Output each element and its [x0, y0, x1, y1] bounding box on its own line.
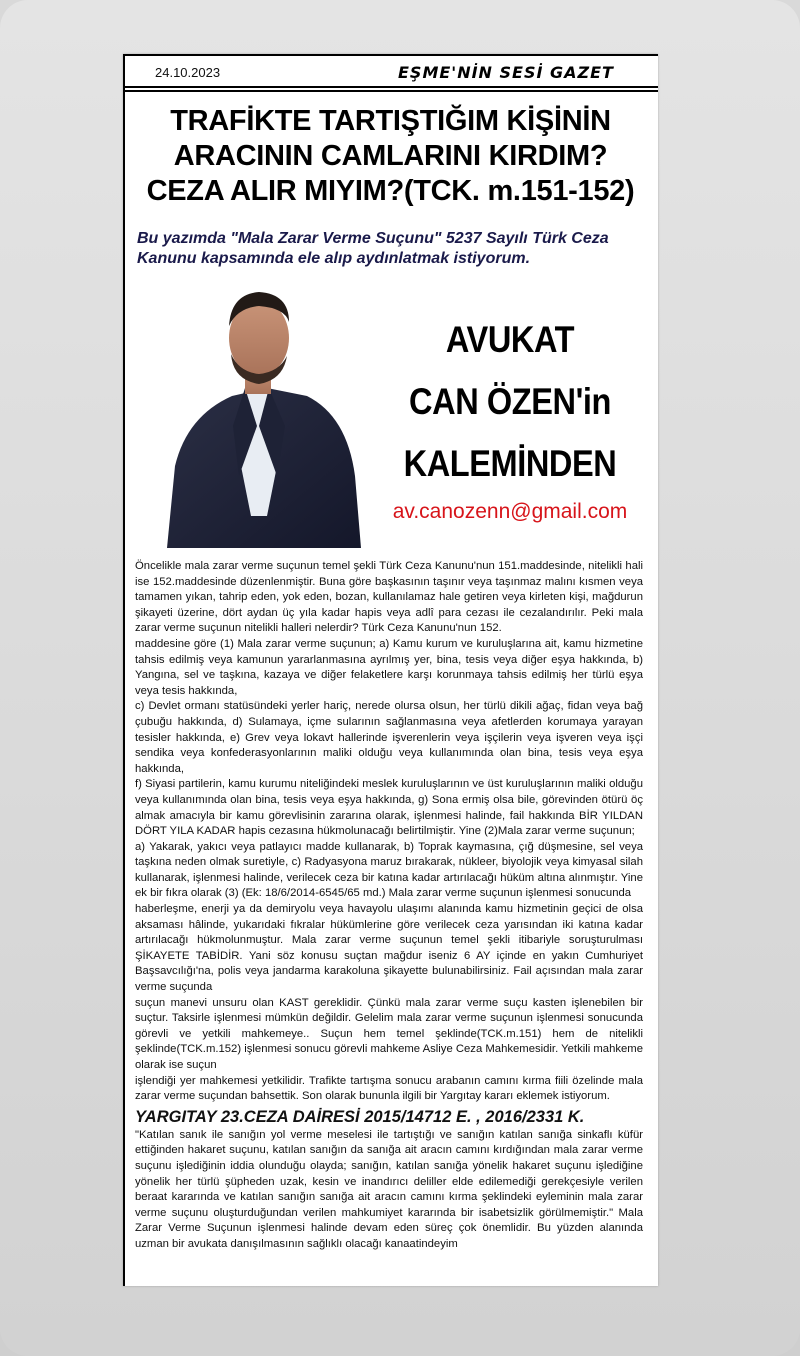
- masthead-divider: [123, 90, 658, 92]
- article-headline: [123, 104, 658, 209]
- author-photo: [147, 276, 367, 548]
- article-subheading: Bu yazımda "Mala Zarar Verme Suçunu" 5237 Sayılı Türk Ceza Kanunu kapsamında ele alıp aydınlatmak istiyorum.: [137, 230, 609, 267]
- article-paragraph: haberleşme, enerji ya da demiryolu veya havayolu ulaşımı alanında kamu hizmetinin geçici de olsa aksaması hâlinde, yukarıdaki fıkralar hükümlerine göre verilecek ceza yarısından iki katına kadar artırılacağı hükmolunmuştur. Mala zarar verme suçunun temel şekli itibariyle soruşturulması ŞİKAYETE TABİDİR. Yani söz konusu suçtan mağdur iseniz 6 AY içinde en yakın Cumhuriyet Başsavcılığı'na, polis veya jandarma karakoluna şikayette bulunabilirsiniz. Fail açısından mala zarar verme suçunda: [135, 903, 643, 994]
- byline-line-1: AVUKAT: [445, 319, 575, 360]
- article-paragraph: maddesine göre (1) Mala zarar verme suçunun; a) Kamu kurum ve kuruluşlarına ait, kamu hizmetine tahsis edilmiş veya kamunun yararlanmasına ayrılmış yer, bina, tesis veya diğer eşya hakkında, b) Yangına, sel ve taşkına, kazaya ve diğer felaketlere karşı korunmaya tahsis edilmiş her türlü eşya veya tesis hakkında,: [135, 637, 643, 697]
- newspaper-name: EŞME'NİN SESİ GAZET: [398, 63, 614, 82]
- article-paragraph: Öncelikle mala zarar verme suçunun temel şekli Türk Ceza Kanunu'nun 151.maddesinde, nitelikli hali ise 152.maddesinde düzenlenmiştir. Buna göre başkasının taşınır veya taşınmaz malını kısmen veya tamamen yıkan, tahrip eden, yok eden, bozan, kullanılamaz hale getiren veya kirleten kişi, mağdurun şikayeti üzerine, dört aydan üç yıla kadar hapis veya adlî para cezası ile cezalandırılır. Peki mala zarar verme suçunun nitelikli halleri nelerdir? Türk Ceza Kanunu'nun 152.: [135, 560, 643, 635]
- headline-line-1: TRAFİKTE TARTIŞTIĞIM KİŞİNİN: [170, 105, 611, 137]
- masthead: [123, 54, 658, 88]
- article-paragraph: suçun manevi unsuru olan KAST gereklidir. Çünkü mala zarar verme suçu kasten işlenebilen bir suçtur. Taksirle işlenmesi mümkün değildir. Gelelim mala zarar verme suçunun işlenmesi sonucunda görevli ve yetkili mahkemeye.. Suçun hem temel şeklinde(TCK.m.151) hem de nitelikli şeklinde(TCK.m.152) işlenmesi sonucu görevli mahkeme Asliye Ceza Mahkemesidir. Yetkili mahkeme olarak ise suçun: [135, 996, 643, 1071]
- article-paragraph: f) Siyasi partilerin, kamu kurumu niteliğindeki meslek kuruluşlarının ve üst kuruluşlarının maliki olduğu veya kullanımında olan bina, tesis veya eşya hakkında, g) Sona ermiş olsa bile, görevinden ötürü öç almak amacıyla bir kamu görevlisinin zararına olarak, işlenmesi halinde, fail hakkında BİR YILDAN DÖRT YILA KADAR hapis cezasına hükmolunacağı belirtilmiştir. Yine (2)Mala zarar verme suçunun;: [135, 778, 643, 838]
- page-border: [123, 88, 125, 1286]
- article-paragraph: c) Devlet ormanı statüsündeki yerler hariç, nerede olursa olsun, her türlü dikili ağaç, fidan veya bağ çubuğu hakkında, d) Sulamaya, içme sularının sağlanmasına veya afetlerden korumaya yarayan tesisler hakkında, e) Grev veya lokavt hallerinde işverenlerin veya işçilerin veya işveren veya işçi sendika veya konfederasyonlarının maliki olduğu veya kullanımında olan bina, tesis veya eşya hakkında,: [135, 700, 643, 775]
- article-paragraph: a) Yakarak, yakıcı veya patlayıcı madde kullanarak, b) Toprak kaymasına, çığ düşmesine, sel veya taşkına neden olmak suretiyle, c) Radyasyona maruz bırakarak, nükleer, biyolojik veya kimyasal silah kullanarak, işlenmesi halinde, verilecek ceza bir katına kadar artırılacağı hüküm altına alınmıştır. Yine ek bir fıkra olarak (3) (Ek: 18/6/2014-6545/65 md.) Mala zarar verme suçunun işlenmesi sonucunda: [135, 840, 643, 900]
- author-email: av.canozenn@gmail.com: [392, 500, 628, 523]
- headline-line-2: ARACININ CAMLARINI KIRDIM?: [173, 140, 608, 172]
- headline-line-3: CEZA ALIR MIYIM?(TCK. m.151-152): [146, 175, 635, 207]
- article-paragraph: işlendiği yer mahkemesi yetkilidir. Trafikte tartışma sonucu arabanın camını kırma fiili özelinde mala zarar verme suçundan bahsettik. Son olarak bununla ilgili bir Yargıtay kararı eklemek istiyorum.: [135, 1074, 643, 1103]
- court-ruling-title: YARGITAY 23.CEZA DAİRESİ 2015/14712 E. , 2016/2331 K.: [135, 1107, 585, 1126]
- issue-date: 24.10.2023: [155, 65, 221, 80]
- article-body: [135, 559, 643, 1253]
- byline-line-3: KALEMİNDEN: [403, 443, 617, 484]
- byline-line-2: CAN ÖZEN'in: [409, 381, 611, 422]
- newspaper-page: [123, 54, 658, 1286]
- author-byline: [400, 309, 620, 495]
- article-paragraph: "Katılan sanık ile sanığın yol verme meselesi ile tartıştığı ve sanığın katılan sanığa sinkaflı küfür ettiğinden hakaret suçunu, katılan sanığın da sanığa ait aracın camını kırdığından mala zarar verme suçunu işlediğinin iddia olunduğu olayda; sanığın, katılan sanığa yönelik hakaret suçunu işlediğine yönelik her türlü şüpheden uzak, kesin ve inandırıcı deliller elde edilemediği gerekçesiyle verilen beraat kararında ve katılan sanığın sanığa ait aracın camını kırma şeklindeki eyleminin mala zarar verme suçunu oluşturduğundan verilen mahkumiyet kararında bir isabetsizlik görülmemiştir." Mala Zarar Verme Suçunun işlenmesi halinde devam eden süreç çok önemlidir. Bu yüzden alanında uzman bir avukata danışılmasının sağlıklı olacağı kanaatindeyim: [135, 1128, 643, 1250]
